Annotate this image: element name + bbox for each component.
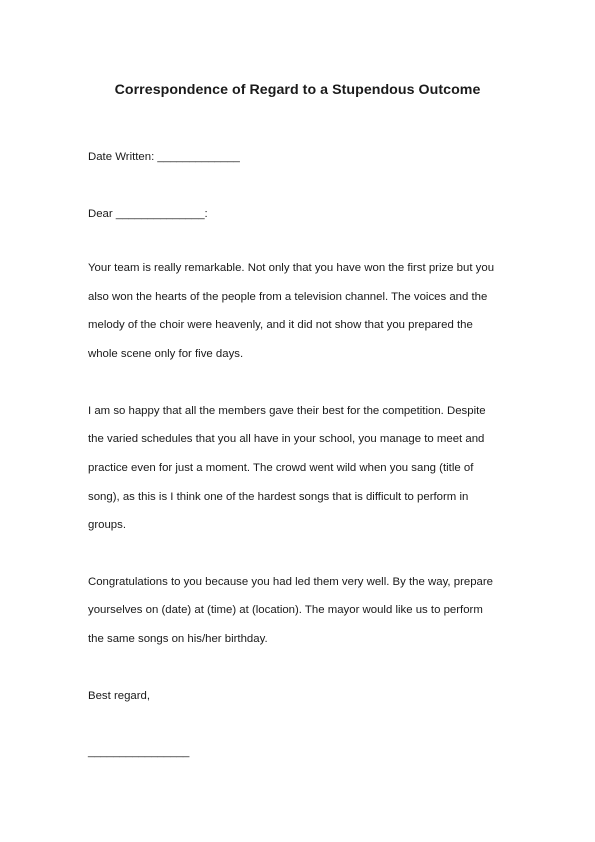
paragraph-line: also won the hearts of the people from a television channel. The voices and the — [88, 291, 488, 303]
paragraph-line: I am so happy that all the members gave their best for the competition. Despite — [88, 405, 486, 417]
paragraph-line: the same songs on his/her birthday. — [88, 633, 268, 645]
paragraph-line: practice even for just a moment. The crowd went wild when you sang (title of — [88, 462, 474, 474]
paragraph-line: the varied schedules that you all have in your school, you manage to meet and — [88, 433, 485, 445]
paragraph-line: whole scene only for five days. — [88, 348, 244, 360]
paragraph-line: song), as this is I think one of the hardest songs that is difficult to perform in — [88, 491, 469, 503]
closing: Best regard, — [88, 690, 151, 702]
salutation: Dear ______________: — [88, 208, 208, 220]
paragraph-line: Congratulations to you because you had led them very well. By the way, prepare — [88, 576, 494, 588]
paragraph-line: melody of the choir were heavenly, and it did not show that you prepared the — [88, 319, 473, 331]
signature-line: ________________ — [88, 746, 190, 758]
page-title: Correspondence of Regard to a Stupendous Outcome — [114, 82, 481, 98]
paragraph-line: groups. — [88, 519, 126, 531]
paragraph-line: Your team is really remarkable. Not only that you have won the first prize but you — [88, 262, 495, 274]
paragraph-line: yourselves on (date) at (time) at (location). The mayor would like us to perform — [88, 604, 483, 616]
date-line: Date Written: _____________ — [88, 151, 240, 163]
